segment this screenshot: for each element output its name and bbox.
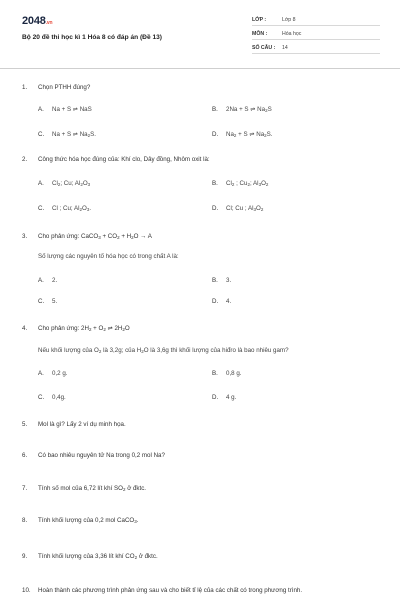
question-text: Mol là gì? Lấy 2 ví dụ minh họa. — [38, 421, 126, 428]
answer-option-d[interactable] — [212, 298, 231, 305]
question-7 — [22, 485, 392, 492]
option-text: Na + S ⇌ $Na_2S$. — [52, 131, 96, 138]
answer-option-a[interactable] — [38, 370, 67, 377]
option-text: 2. — [52, 277, 58, 284]
option-letter: C. — [38, 394, 45, 401]
option-text: 3. — [226, 277, 232, 284]
question-number: 1. — [22, 84, 28, 91]
option-text: Cl; Cu ; $Al_3O_2$ — [226, 205, 264, 212]
option-text: 5. — [52, 298, 58, 305]
option-letter: B. — [212, 277, 218, 284]
option-text: 0,4g. — [52, 394, 66, 401]
question-1 — [22, 84, 392, 91]
answer-option-c[interactable] — [38, 298, 57, 305]
option-letter: C. — [38, 131, 45, 138]
option-letter: C. — [38, 298, 45, 305]
answer-option-a[interactable] — [38, 106, 92, 113]
question-number: 4. — [22, 325, 28, 332]
question-6 — [22, 452, 392, 459]
question-number: 3. — [22, 233, 28, 240]
option-letter: A. — [38, 370, 44, 377]
question-text: Tính khối lượng của 3,36 lít khí $CO_2$ ở đktc. — [38, 553, 158, 560]
option-text: 4. — [226, 298, 232, 305]
question-number: 7. — [22, 485, 28, 492]
question-text: Cho phản ứng: CaCO$_3$ + $CO_2 + H_2O \to A$ — [38, 233, 152, 240]
question-text: Có bao nhiêu nguyên tử Na trong 0,2 mol Na? — [38, 452, 165, 459]
meta-value: 14 — [282, 45, 288, 51]
answer-option-d[interactable] — [212, 205, 263, 212]
answer-option-b[interactable] — [212, 180, 268, 187]
answer-option-c[interactable] — [38, 394, 66, 401]
option-letter: D. — [212, 298, 219, 305]
option-letter: C. — [38, 205, 45, 212]
option-text: Cl ; Cu; $Al_2O_3$. — [52, 205, 92, 212]
meta-label: MÔN : — [252, 31, 268, 37]
option-text: 0,8 g. — [226, 370, 242, 377]
answer-option-b[interactable] — [212, 277, 231, 284]
meta-label: LỚP : — [252, 17, 267, 23]
option-text: 4 g. — [226, 394, 237, 401]
question-2 — [22, 156, 392, 163]
question-text: Tính số mol của 6,72 lít khí $SO_2$ ở đktc. — [38, 485, 147, 492]
option-text: $Na_2 + S$ ⇌ $Na_2S$. — [226, 131, 273, 138]
question-8 — [22, 517, 392, 524]
option-letter: B. — [212, 180, 218, 187]
question-subtext: Số lượng các nguyên tố hóa học có trong chất A là: — [38, 253, 179, 260]
meta-label: SỐ CÂU : — [252, 45, 276, 51]
answer-option-b[interactable] — [212, 370, 241, 377]
question-number: 8. — [22, 517, 28, 524]
answer-option-a[interactable] — [38, 180, 90, 187]
option-text: $Cl_2$; Cu; $Al_2O_3$ — [52, 180, 91, 187]
question-9 — [22, 553, 392, 560]
option-text: $Cl_2$ ; $Cu_2$; $Al_3O_2$ — [226, 180, 269, 187]
question-text: Tính khối lượng của 0,2 mol CaCO$_3$. — [38, 517, 139, 524]
answer-option-d[interactable] — [212, 394, 236, 401]
option-text: 0,2 g. — [52, 370, 68, 377]
question-10 — [22, 587, 392, 594]
brand-suffix: .vn — [45, 20, 53, 26]
question-text: Hoàn thành các phương trình phản ứng sau và cho biết tỉ lệ của các chất có trong phương trình. — [38, 587, 303, 594]
option-letter: D. — [212, 394, 219, 401]
question-3 — [22, 233, 392, 240]
option-letter: B. — [212, 370, 218, 377]
question-text: Công thức hóa học đúng của: Khí clo, Dây đồng, Nhôm oxit là: — [38, 156, 210, 163]
question-number: 5. — [22, 421, 28, 428]
question-number: 6. — [22, 452, 28, 459]
option-letter: A. — [38, 106, 44, 113]
question-text: Cho phản ứng: $2H_2 + O_2$ ⇌ $2H_2O$ — [38, 325, 130, 332]
option-text: 2Na + S ⇌ $Na_2S$ — [226, 106, 272, 113]
question-number: 10. — [22, 587, 31, 594]
question-number: 9. — [22, 553, 28, 560]
answer-option-b[interactable] — [212, 106, 272, 113]
question-5 — [22, 421, 392, 428]
meta-value: Hóa học — [282, 31, 302, 37]
answer-option-c[interactable] — [38, 205, 91, 212]
option-letter: D. — [212, 205, 219, 212]
question-subtext: Nếu khối lượng của $O_2$ là 3,2g; của $H_2O$ là 3,6g thì khối lượng của hiđro là bao nhiêu gam? — [38, 347, 289, 354]
option-letter: A. — [38, 277, 44, 284]
question-text: Chọn PTHH đúng? — [38, 84, 91, 91]
brand-name: 2048 — [22, 15, 46, 27]
answer-option-a[interactable] — [38, 277, 57, 284]
option-text: Na + S ⇌ NaS — [52, 106, 92, 113]
option-letter: B. — [212, 106, 218, 113]
question-4 — [22, 325, 392, 332]
option-letter: D. — [212, 131, 219, 138]
answer-option-c[interactable] — [38, 131, 96, 138]
option-letter: A. — [38, 180, 44, 187]
document-title: Bộ 20 đề thi học kì 1 Hóa 8 có đáp án (Đề 13) — [22, 34, 162, 41]
meta-value: Lớp 8 — [282, 17, 296, 23]
question-number: 2. — [22, 156, 28, 163]
answer-option-d[interactable] — [212, 131, 273, 138]
